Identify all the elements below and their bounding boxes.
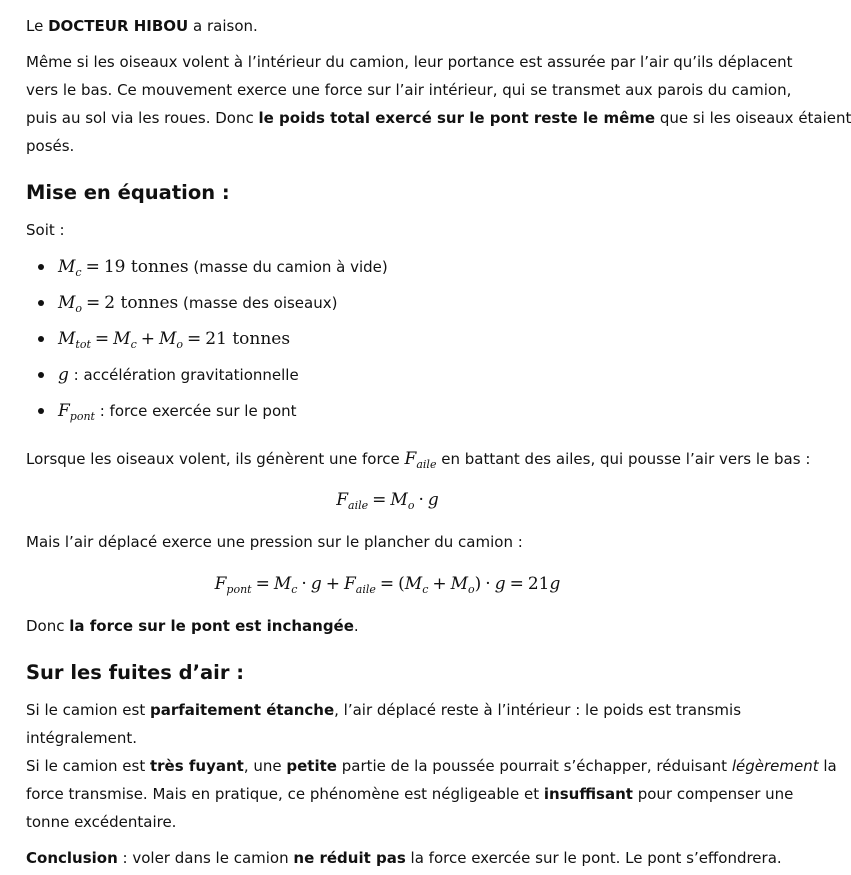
text: , l’air déplacé reste à l’intérieur : le poids est transmis bbox=[334, 701, 742, 719]
bullet-dot bbox=[38, 264, 44, 270]
text: pour compenser une bbox=[632, 785, 794, 803]
math-op: + bbox=[432, 574, 447, 594]
math-sub: o bbox=[75, 302, 83, 315]
bold-text: DOCTEUR HIBOU bbox=[48, 17, 189, 35]
section-heading: Mise en équation : bbox=[26, 181, 230, 204]
math-value: 2 tonnes bbox=[104, 293, 179, 313]
text: que si les oiseaux étaient bbox=[655, 109, 851, 127]
math-var: g bbox=[549, 574, 561, 594]
math-var: M bbox=[58, 293, 76, 313]
math-expression bbox=[405, 449, 437, 469]
paragraph-line bbox=[26, 108, 851, 128]
text: . bbox=[353, 617, 359, 635]
text: Si le camion est bbox=[26, 757, 150, 775]
bullet-item bbox=[58, 256, 388, 278]
text: force transmise. Mais en pratique, ce phénomène est négligeable et bbox=[26, 785, 544, 803]
bullet-dot bbox=[38, 372, 44, 378]
math-op: · bbox=[301, 574, 307, 594]
force-paragraph bbox=[26, 448, 810, 470]
math-op: · bbox=[418, 490, 424, 510]
math-op: = bbox=[86, 293, 101, 313]
text: Si le camion est bbox=[26, 701, 150, 719]
math-op: = bbox=[255, 574, 270, 594]
math-sub: tot bbox=[75, 338, 91, 351]
text: , une bbox=[243, 757, 287, 775]
text: la bbox=[818, 757, 837, 775]
bullet-dot bbox=[38, 336, 44, 342]
math-sub: o bbox=[176, 338, 184, 351]
paragraph-line: posés. bbox=[26, 137, 75, 155]
math-var: F bbox=[58, 401, 70, 421]
math-var: M bbox=[450, 574, 469, 594]
bullet-dot bbox=[38, 408, 44, 414]
equation-display bbox=[0, 572, 775, 596]
bold-text: parfaitement étanche bbox=[149, 701, 335, 719]
text: Le bbox=[26, 17, 49, 35]
bullet-item bbox=[58, 364, 299, 386]
bold-text: insuffisant bbox=[543, 785, 633, 803]
math-var: M bbox=[404, 574, 423, 594]
text: : voler dans le camion bbox=[117, 849, 294, 867]
math-sub: aile bbox=[348, 499, 369, 512]
math-sub: c bbox=[75, 266, 82, 279]
math-sub: c bbox=[422, 583, 429, 596]
text: la force exercée sur le pont. Le pont s’effondrera. bbox=[405, 849, 782, 867]
bullet-item bbox=[58, 292, 337, 314]
math-var: g bbox=[310, 574, 322, 594]
bullet-desc: (masse des oiseaux) bbox=[178, 294, 338, 312]
equation-display bbox=[0, 488, 775, 512]
math-var: M bbox=[113, 329, 131, 349]
math-var: F bbox=[214, 574, 227, 594]
bullet-desc: : force exercée sur le pont bbox=[94, 402, 297, 420]
math-op: = bbox=[187, 329, 202, 349]
bullet-dot bbox=[38, 300, 44, 306]
math-var: g bbox=[427, 490, 439, 510]
bullet-item bbox=[58, 328, 290, 350]
math-op: = bbox=[509, 574, 524, 594]
text: Donc bbox=[26, 617, 70, 635]
math-var: g bbox=[58, 365, 69, 385]
paragraph-line: vers le bas. Ce mouvement exerce une force sur l’air intérieur, qui se transmet aux parois du camion, bbox=[26, 81, 792, 99]
math-sub: pont bbox=[226, 583, 252, 596]
paragraph-line bbox=[26, 756, 837, 776]
math-sub: aile bbox=[416, 458, 437, 471]
text: en battant des ailes, qui pousse l’air vers le bas : bbox=[436, 450, 811, 468]
math-var: M bbox=[158, 329, 177, 349]
bullet-desc: : accélération gravitationnelle bbox=[68, 366, 299, 384]
bold-text: le poids total exercé sur le pont reste le même bbox=[258, 109, 656, 127]
paragraph-line bbox=[26, 616, 359, 636]
section-heading: Sur les fuites d’air : bbox=[26, 661, 245, 684]
math-op: = bbox=[372, 490, 387, 510]
paragraph-line bbox=[26, 784, 793, 804]
bold-text: Conclusion bbox=[26, 849, 118, 867]
soit-label: Soit : bbox=[26, 221, 65, 239]
math-op: = bbox=[85, 257, 100, 277]
bold-text: petite bbox=[286, 757, 337, 775]
paragraph-line bbox=[26, 700, 741, 720]
math-sub: pont bbox=[69, 410, 95, 423]
paragraph-line: tonne excédentaire. bbox=[26, 813, 177, 831]
intro-paragraph bbox=[26, 16, 258, 36]
math-op: = bbox=[379, 574, 395, 594]
math-sub: o bbox=[468, 583, 475, 596]
italic-text: légèrement bbox=[731, 757, 819, 775]
math-var: g bbox=[494, 574, 506, 594]
math-var: M bbox=[273, 574, 292, 594]
math-var: M bbox=[58, 329, 76, 349]
text: partie de la poussée pourrait s’échapper, réduisant bbox=[336, 757, 732, 775]
math-sub: c bbox=[130, 338, 137, 351]
math-op: + bbox=[140, 329, 155, 349]
math-value: 21 bbox=[527, 574, 550, 594]
text: a raison. bbox=[188, 17, 258, 35]
math-sub: c bbox=[291, 583, 298, 596]
paragraph-line: Mais l’air déplacé exerce une pression sur le plancher du camion : bbox=[26, 533, 523, 551]
bold-text: la force sur le pont est inchangée bbox=[69, 617, 354, 635]
text: puis au sol via les roues. Donc bbox=[26, 109, 259, 127]
math-op: · bbox=[485, 574, 491, 594]
bold-text: ne réduit pas bbox=[293, 849, 406, 867]
math-var: F bbox=[343, 574, 356, 594]
math-expression bbox=[58, 329, 290, 349]
conclusion-paragraph bbox=[26, 848, 782, 868]
math-sub: aile bbox=[355, 583, 376, 596]
math-paren: ) bbox=[474, 574, 482, 594]
math-var: M bbox=[58, 257, 76, 277]
text: Lorsque les oiseaux volent, ils génèrent une force bbox=[26, 450, 405, 468]
paragraph-line: Même si les oiseaux volent à l’intérieur du camion, leur portance est assurée par l’air qu’ils déplacent bbox=[26, 53, 793, 71]
bold-text: très fuyant bbox=[149, 757, 244, 775]
math-var: M bbox=[390, 490, 408, 510]
math-var: F bbox=[404, 449, 417, 469]
math-expression bbox=[58, 401, 95, 421]
math-sub: o bbox=[407, 499, 415, 512]
bullet-item bbox=[58, 400, 297, 422]
math-var: F bbox=[336, 490, 349, 510]
math-expression bbox=[58, 257, 189, 277]
math-expression bbox=[58, 293, 178, 313]
math-op: = bbox=[94, 329, 110, 349]
paragraph-line: intégralement. bbox=[26, 729, 138, 747]
math-value: 19 tonnes bbox=[103, 257, 189, 277]
bullet-desc: (masse du camion à vide) bbox=[188, 258, 388, 276]
math-value: 21 tonnes bbox=[205, 329, 291, 349]
math-op: + bbox=[325, 574, 340, 594]
math-paren: ( bbox=[398, 574, 405, 594]
